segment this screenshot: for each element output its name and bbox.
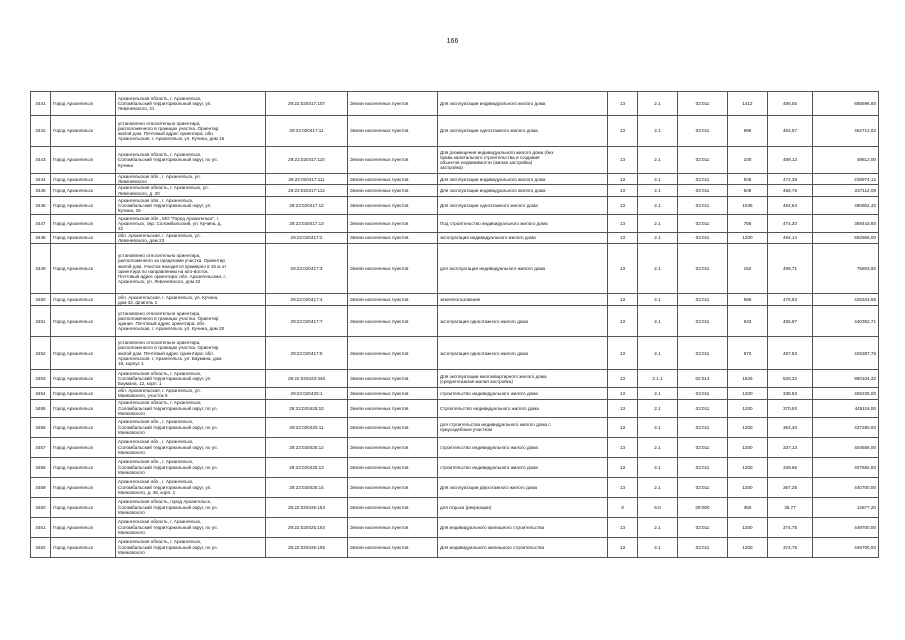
cell-address: установлено относительно ориентира, расположенного в границах участка. Ориентир здание. Почтовый адрес ориентира: обл. Архангельская, г. Архангельск, ул. Кучина, дом 20: [116, 306, 266, 337]
cell-municipality: Город Архангельск: [51, 174, 116, 185]
cell-use-code: 2.1: [638, 185, 678, 196]
cell-activity-code: 02:011: [678, 214, 728, 232]
cell-cadastral-number: 29:22:020417:112: [266, 185, 348, 196]
cell-address: Архангельская область, город Архангельск, Соломбальский территориальный округ, по ул. Маяковского: [116, 497, 266, 517]
cell-municipality: Город Архангельск: [51, 92, 116, 116]
cell-row-number: 3453: [31, 370, 51, 388]
cell-row-number: 3455: [31, 399, 51, 417]
cell-activity-code: 02:011: [678, 437, 728, 457]
cell-group-code: 13: [608, 437, 638, 457]
cell-cadastral-number: 29:22:020425:12: [266, 437, 348, 457]
cell-specific-value: 337,13: [768, 437, 813, 457]
cell-area: 360: [728, 497, 768, 517]
cell-cadastral-value: 592968,00: [813, 232, 879, 243]
cell-municipality: Город Архангельск: [51, 116, 116, 147]
cell-area: 100: [728, 147, 768, 174]
cell-permitted-use: Для эксплуатации индивидуального жилого дома: [438, 92, 608, 116]
cell-group-code: 13: [608, 185, 638, 196]
cell-cadastral-value: 445116,00: [813, 399, 879, 417]
cell-row-number: 3447: [31, 214, 51, 232]
cell-address: Архангельская обл., г. Архангельск, ул. Левачевского: [116, 174, 266, 185]
cell-row-number: 3451: [31, 306, 51, 337]
table-row: [31, 417, 879, 437]
page-number: 166: [446, 38, 459, 45]
cell-cadastral-number: 29:22:020417:4: [266, 294, 348, 306]
cell-area: 1200: [728, 537, 768, 557]
cell-activity-code: 02:011: [678, 417, 728, 437]
cell-group-code: 13: [608, 174, 638, 185]
cell-cadastral-number: 29:22:020417:13: [266, 214, 348, 232]
cell-specific-value: 485,55: [768, 92, 813, 116]
cell-group-code: 13: [608, 294, 638, 306]
cell-group-code: 13: [608, 214, 638, 232]
cell-row-number: 3448: [31, 232, 51, 243]
cell-specific-value: 472,39: [768, 174, 813, 185]
cell-cadastral-value: 950104,32: [813, 370, 879, 388]
cell-use-code: 2.1: [638, 244, 678, 294]
table-row: [31, 517, 879, 537]
cell-land-category: Земли населенных пунктов: [348, 116, 438, 147]
cell-use-code: 2.1: [638, 214, 678, 232]
cell-municipality: Город Архангельск: [51, 214, 116, 232]
cell-municipality: Город Архангельск: [51, 457, 116, 477]
cell-row-number: 3444: [31, 174, 51, 185]
cell-area: 1412: [728, 92, 768, 116]
cell-activity-code: 02:011: [678, 232, 728, 243]
cell-permitted-use: Для эксплуатации индивидуального жилого дома: [438, 174, 608, 185]
cell-group-code: 13: [608, 457, 638, 477]
cell-municipality: Город Архангельск: [51, 477, 116, 497]
cell-cadastral-number: 29:22:020425:154: [266, 517, 348, 537]
cell-area: 152: [728, 244, 768, 294]
cell-group-code: 13: [608, 537, 638, 557]
cell-cadastral-value: 237114,08: [813, 185, 879, 196]
table-row: [31, 337, 879, 370]
cell-activity-code: 02:011: [678, 92, 728, 116]
cell-permitted-use: землепользование: [438, 294, 608, 306]
cell-use-code: 2.1: [638, 92, 678, 116]
cell-activity-code: 02:011: [678, 399, 728, 417]
cell-row-number: 3452: [31, 337, 51, 370]
cell-area: 1200: [728, 399, 768, 417]
cell-land-category: Земли населенных пунктов: [348, 497, 438, 517]
cell-address: Архангельская область, г. Архангельск, Соломбальский территориальный округ, ул. Левачевского, 21: [116, 92, 266, 116]
cell-activity-code: 02:011: [678, 147, 728, 174]
cell-address: Архангельская обл., г. Архангельск, Соломбальский территориальный округ, ул. Кучина, 15: [116, 196, 266, 214]
cell-municipality: Город Архангельск: [51, 537, 116, 557]
cell-use-code: 2.1: [638, 337, 678, 370]
cell-address: Архангельская обл., г. Архангельск, Соломбальский территориальный округ, ул. Маяковского, д. 46, корп. 1: [116, 477, 266, 497]
cell-land-category: Земли населенных пунктов: [348, 232, 438, 243]
cell-land-category: Земли населенных пунктов: [348, 306, 438, 337]
cell-cadastral-value: 480902,40: [813, 196, 879, 214]
cell-activity-code: 02:011: [678, 537, 728, 557]
cell-activity-code: 02:011: [678, 294, 728, 306]
cell-cadastral-value: 48812,00: [813, 147, 879, 174]
cell-specific-value: 374,75: [768, 537, 813, 557]
cell-group-code: 13: [608, 477, 638, 497]
table-row: [31, 306, 879, 337]
cell-group-code: 13: [608, 147, 638, 174]
cell-address: обл. Архангельская, г. Архангельск, ул. Левачевского, дом 23: [116, 232, 266, 243]
cell-cadastral-value: 462712,62: [813, 116, 879, 147]
cell-permitted-use: строительство индивидуального жилого дома: [438, 437, 608, 457]
cell-group-code: 13: [608, 244, 638, 294]
cell-address: обл. Архангельская, г. Архангельск, ул. Кучина, дом 32, флигель 1: [116, 294, 266, 306]
cell-cadastral-value: 359443,60: [813, 214, 879, 232]
cell-land-category: Земли населенных пунктов: [348, 370, 438, 388]
cell-cadastral-value: 404556,00: [813, 437, 879, 457]
cell-specific-value: 494,14: [768, 232, 813, 243]
cell-activity-code: 02:011: [678, 306, 728, 337]
cell-cadastral-number: 29:22:020425:11: [266, 417, 348, 437]
cell-land-category: Земли населенных пунктов: [348, 517, 438, 537]
cell-address: Архангельская обл., г. Архангельск, Соломбальский территориальный округ, по ул. Маяковского: [116, 417, 266, 437]
cell-land-category: Земли населенных пунктов: [348, 477, 438, 497]
cell-permitted-use: эксплуатация индивидуального жилого дома: [438, 232, 608, 243]
cell-group-code: 13: [608, 417, 638, 437]
cell-area: 1200: [728, 388, 768, 399]
cell-row-number: 3460: [31, 497, 51, 517]
cell-group-code: 13: [608, 306, 638, 337]
cell-cadastral-value: 75803,92: [813, 244, 879, 294]
cell-area: 996: [728, 116, 768, 147]
cadastral-register-table: [30, 91, 879, 558]
table-row: [31, 147, 879, 174]
cell-row-number: 3458: [31, 457, 51, 477]
cell-area: 1200: [728, 477, 768, 497]
cell-area: 1826: [728, 370, 768, 388]
cell-specific-value: 35,77: [768, 497, 813, 517]
cell-cadastral-value: 406236,00: [813, 388, 879, 399]
cell-address: установлено относительно ориентира, расположенного в границах участка. Ориентир жилой дом. Почтовый адрес ориентира: обл. Архангельская, г. Архангельск, ул. Кучина, дом 16: [116, 116, 266, 147]
cell-group-code: 13: [608, 232, 638, 243]
cell-municipality: Город Архангельск: [51, 337, 116, 370]
cell-municipality: Город Архангельск: [51, 196, 116, 214]
cell-row-number: 3449: [31, 244, 51, 294]
table-row: [31, 214, 879, 232]
cell-specific-value: 520,32: [768, 370, 813, 388]
cell-address: установлено относительно ориентира, расположенного в границах участка. Ориентир жилой дом. Почтовый адрес ориентира: обл. Архангельская, г. Архангельск, ул. Баумана, дом 19, корпус 1: [116, 337, 266, 370]
table-row: [31, 244, 879, 294]
cell-area: 1200: [728, 437, 768, 457]
cell-municipality: Город Архангельск: [51, 244, 116, 294]
table-row: [31, 537, 879, 557]
cell-land-category: Земли населенных пунктов: [348, 294, 438, 306]
cell-group-code: 9: [608, 497, 638, 517]
cell-activity-code: 02:011: [678, 457, 728, 477]
cell-cadastral-value: 449700,00: [813, 537, 879, 557]
cell-permitted-use: для строительства индивидуального жилого дома с приусадебным участком: [438, 417, 608, 437]
cell-row-number: 3462: [31, 537, 51, 557]
cell-row-number: 3446: [31, 196, 51, 214]
cell-row-number: 3450: [31, 294, 51, 306]
cell-municipality: Город Архангельск: [51, 399, 116, 417]
cell-cadastral-number: 29:22:020417:9: [266, 337, 348, 370]
cell-land-category: Земли населенных пунктов: [348, 388, 438, 399]
cell-address: Архангельская обл., г. Архангельск, Соломбальский территориальный округ, по ул. Маяковского: [116, 437, 266, 457]
cell-area: 1035: [728, 196, 768, 214]
cell-cadastral-number: 29:22:020417:11: [266, 116, 348, 147]
cell-land-category: Земли населенных пунктов: [348, 537, 438, 557]
cell-address: Архангельская область, г. Архангельск, ул. Левачевского, д. 20: [116, 185, 266, 196]
table-body: [31, 92, 879, 558]
cell-municipality: Город Архангельск: [51, 147, 116, 174]
cell-area: 1200: [728, 232, 768, 243]
cell-row-number: 3441: [31, 92, 51, 116]
cell-use-code: 2.1: [638, 147, 678, 174]
cell-area: 872: [728, 337, 768, 370]
cell-address: Архангельская обл., МО "Город Архангельск", г. Архангельск, окр. Соломбальский, ул. Кучина, д. 22: [116, 214, 266, 232]
cell-cadastral-number: 29:22:020417:110: [266, 147, 348, 174]
cell-address: Архангельская область, г. Архангельск, Соломбальский территориальный округ, ул. Баумана, 12, корп. 1: [116, 370, 266, 388]
cell-area: 508: [728, 185, 768, 196]
cell-cadastral-number: 29:22:020417:107: [266, 92, 348, 116]
cell-area: 1200: [728, 417, 768, 437]
cell-permitted-use: эксплуатация одноэтажного жилого дома: [438, 306, 608, 337]
cell-group-code: 13: [608, 399, 638, 417]
cell-address: Архангельская область, г. Архангельск, Соломбальский территориальный округ, по ул. Маяковского: [116, 399, 266, 417]
table-row: [31, 116, 879, 147]
cell-permitted-use: для отдыха (рекреации): [438, 497, 608, 517]
cell-permitted-use: Для индивидуального жилищного строительства: [438, 537, 608, 557]
cell-address: Архангельская область, г. Архангельск, Соломбальский территориальный округ, по ул. Маяковского: [116, 537, 266, 557]
cell-row-number: 3454: [31, 388, 51, 399]
table-row: [31, 497, 879, 517]
cell-cadastral-value: 425387,76: [813, 337, 879, 370]
cell-permitted-use: Для размещения индивидуального жилого дома (без права капитального строительства и создания объектов недвижимости (жилая застройка) застройка): [438, 147, 608, 174]
cell-land-category: Земли населенных пунктов: [348, 147, 438, 174]
cell-municipality: Город Архангельск: [51, 370, 116, 388]
cell-municipality: Город Архангельск: [51, 232, 116, 243]
cell-cadastral-value: 437280,00: [813, 417, 879, 437]
cell-land-category: Земли населенных пунктов: [348, 185, 438, 196]
cell-municipality: Город Архангельск: [51, 294, 116, 306]
cell-permitted-use: строительство индивидуального жилого дома: [438, 457, 608, 477]
cell-use-code: 2.1: [638, 457, 678, 477]
cell-address: Архангельская область, г. Архангельск, Соломбальский территориальный округ, по ул. Маяковского: [116, 517, 266, 537]
cell-land-category: Земли населенных пунктов: [348, 196, 438, 214]
cell-specific-value: 487,83: [768, 337, 813, 370]
cell-address: установлено относительно ориентира, расположенного за пределами участка. Ориентир жилой дом. Участок находится примерно в 15 м от ориентира по направлению на юго-восток. Почтовый адрес ориентира: обл. Архангельская, г. Архангельск, ул. Левачевского, дом 22: [116, 244, 266, 294]
cell-permitted-use: эксплуатация одноэтажного жилого дома: [438, 337, 608, 370]
cell-cadastral-number: 29:22:020417:3: [266, 244, 348, 294]
cell-specific-value: 370,93: [768, 399, 813, 417]
table-row: [31, 477, 879, 497]
table-row: [31, 457, 879, 477]
cell-specific-value: 339,66: [768, 457, 813, 477]
cell-land-category: Земли населенных пунктов: [348, 174, 438, 185]
cell-land-category: Земли населенных пунктов: [348, 399, 438, 417]
cell-use-code: 2.1: [638, 232, 678, 243]
cell-municipality: Город Архангельск: [51, 497, 116, 517]
cell-land-category: Земли населенных пунктов: [348, 337, 438, 370]
cell-use-code: 2.1: [638, 306, 678, 337]
table-row: [31, 185, 879, 196]
cell-use-code: 2.1: [638, 437, 678, 457]
cell-cadastral-number: 29:22:020417:2: [266, 232, 348, 243]
cell-cadastral-number: 29:22:020425:13: [266, 457, 348, 477]
cell-use-code: 2.1: [638, 517, 678, 537]
cell-activity-code: 02:011: [678, 477, 728, 497]
cell-cadastral-value: 685596,60: [813, 92, 879, 116]
cell-land-category: Земли населенных пунктов: [348, 437, 438, 457]
cell-cadastral-number: 29:22:020425:155: [266, 537, 348, 557]
cell-use-code: 2.1: [638, 174, 678, 185]
cell-activity-code: 02:014: [678, 370, 728, 388]
cell-group-code: 13: [608, 196, 638, 214]
cell-address: обл. Архангельская, г. Архангельск, ул. Маяковского, участок 5: [116, 388, 266, 399]
cell-specific-value: 466,76: [768, 185, 813, 196]
cell-cadastral-number: 29:22:020425:10: [266, 399, 348, 417]
cell-municipality: Город Архангельск: [51, 517, 116, 537]
cell-activity-code: 02:011: [678, 244, 728, 294]
cell-cadastral-value: 407592,00: [813, 457, 879, 477]
cell-activity-code: 02:011: [678, 174, 728, 185]
cell-cadastral-value: 239974,12: [813, 174, 879, 185]
cell-specific-value: 367,25: [768, 477, 813, 497]
cell-specific-value: 464,64: [768, 196, 813, 214]
table-row: [31, 437, 879, 457]
cell-use-code: 2.1.1: [638, 370, 678, 388]
cell-address: Архангельская обл., г. Архангельск, Соломбальский территориальный округ, по ул. Маяковского: [116, 457, 266, 477]
cell-use-code: 2.1: [638, 477, 678, 497]
cell-cadastral-number: 29:22:020423:346: [266, 370, 348, 388]
cell-land-category: Земли населенных пунктов: [348, 244, 438, 294]
cell-specific-value: 374,75: [768, 517, 813, 537]
cell-permitted-use: Для эксплуатации многоквартирного жилого дома (среднеэтажная жилая застройка): [438, 370, 608, 388]
cell-land-category: Земли населенных пунктов: [348, 92, 438, 116]
cell-area: 758: [728, 214, 768, 232]
cell-area: 508: [728, 174, 768, 185]
cell-row-number: 3445: [31, 185, 51, 196]
cell-permitted-use: Для эксплуатации одноэтажного жилого дома: [438, 196, 608, 214]
table-row: [31, 399, 879, 417]
cell-area: 1200: [728, 517, 768, 537]
cell-municipality: Город Архангельск: [51, 306, 116, 337]
cell-area: 1200: [728, 457, 768, 477]
cell-permitted-use: строительство индивидуального жилого дома: [438, 388, 608, 399]
cell-cadastral-number: 29:22:020425:14: [266, 477, 348, 497]
cell-row-number: 3461: [31, 517, 51, 537]
cell-activity-code: 02:011: [678, 185, 728, 196]
cell-cadastral-number: 29:22:020425:153: [266, 497, 348, 517]
cell-cadastral-number: 29:22:020425:1: [266, 388, 348, 399]
cell-permitted-use: для эксплуатации индивидуального жилого дома: [438, 244, 608, 294]
cell-group-code: 13: [608, 92, 638, 116]
cell-use-code: 2.1: [638, 196, 678, 214]
cell-specific-value: 474,20: [768, 214, 813, 232]
cell-row-number: 3457: [31, 437, 51, 457]
cell-cadastral-number: 29:22:020417:7: [266, 306, 348, 337]
table-row: [31, 92, 879, 116]
table-row: [31, 370, 879, 388]
cell-specific-value: 498,71: [768, 244, 813, 294]
cell-address: Архангельская область, г. Архангельск, Соломбальский территориальный округ, по ул. Кучина: [116, 147, 266, 174]
cell-row-number: 3443: [31, 147, 51, 174]
cell-group-code: 13: [608, 517, 638, 537]
table-row: [31, 294, 879, 306]
table-row: [31, 232, 879, 243]
cell-cadastral-value: 440352,71: [813, 306, 879, 337]
cell-row-number: 3459: [31, 477, 51, 497]
cell-group-code: 13: [608, 370, 638, 388]
cell-permitted-use: Для эксплуатации одноэтажного жилого дома: [438, 116, 608, 147]
cell-use-code: 2.1: [638, 417, 678, 437]
cell-cadastral-value: 440700,00: [813, 477, 879, 497]
cell-use-code: 2.1: [638, 294, 678, 306]
cell-area: 896: [728, 294, 768, 306]
cell-specific-value: 464,57: [768, 116, 813, 147]
cell-cadastral-number: 29:22:020417:111: [266, 174, 348, 185]
cell-use-code: 5.0: [638, 497, 678, 517]
cell-cadastral-value: 426343,68: [813, 294, 879, 306]
cell-municipality: Город Архангельск: [51, 388, 116, 399]
cell-municipality: Город Архангельск: [51, 437, 116, 457]
cell-municipality: Город Архангельск: [51, 417, 116, 437]
cell-specific-value: 364,40: [768, 417, 813, 437]
cell-activity-code: 02:011: [678, 517, 728, 537]
cell-use-code: 2.1: [638, 399, 678, 417]
cell-land-category: Земли населенных пунктов: [348, 457, 438, 477]
cell-cadastral-value: 449700,00: [813, 517, 879, 537]
table-row: [31, 388, 879, 399]
cell-activity-code: 02:011: [678, 116, 728, 147]
cell-permitted-use: Строительство индивидуального жилого дома: [438, 399, 608, 417]
cell-use-code: 2.1: [638, 537, 678, 557]
cell-activity-code: 02:011: [678, 388, 728, 399]
cell-row-number: 3442: [31, 116, 51, 147]
cell-activity-code: 02:011: [678, 196, 728, 214]
cell-cadastral-value: 12877,20: [813, 497, 879, 517]
cell-group-code: 13: [608, 337, 638, 370]
cell-activity-code: 09:000: [678, 497, 728, 517]
cell-permitted-use: Для индивидуального жилищного строительства: [438, 517, 608, 537]
cell-permitted-use: Для эксплуатации индивидуального жилого дома: [438, 185, 608, 196]
cell-permitted-use: Под строительство индивидуального жилого дома: [438, 214, 608, 232]
cell-specific-value: 338,53: [768, 388, 813, 399]
cell-activity-code: 02:011: [678, 337, 728, 370]
cell-specific-value: 475,83: [768, 294, 813, 306]
cell-cadastral-number: 29:22:020417:12: [266, 196, 348, 214]
table-row: [31, 174, 879, 185]
cell-group-code: 13: [608, 116, 638, 147]
cell-use-code: 2.1: [638, 388, 678, 399]
cell-specific-value: 488,12: [768, 147, 813, 174]
cell-specific-value: 466,97: [768, 306, 813, 337]
table-row: [31, 196, 879, 214]
cell-land-category: Земли населенных пунктов: [348, 417, 438, 437]
cell-permitted-use: Для эксплуатации двухэтажного жилого дома: [438, 477, 608, 497]
cell-land-category: Земли населенных пунктов: [348, 214, 438, 232]
cell-row-number: 3456: [31, 417, 51, 437]
cell-use-code: 2.1: [638, 116, 678, 147]
cell-municipality: Город Архангельск: [51, 185, 116, 196]
cell-group-code: 13: [608, 388, 638, 399]
cell-area: 943: [728, 306, 768, 337]
